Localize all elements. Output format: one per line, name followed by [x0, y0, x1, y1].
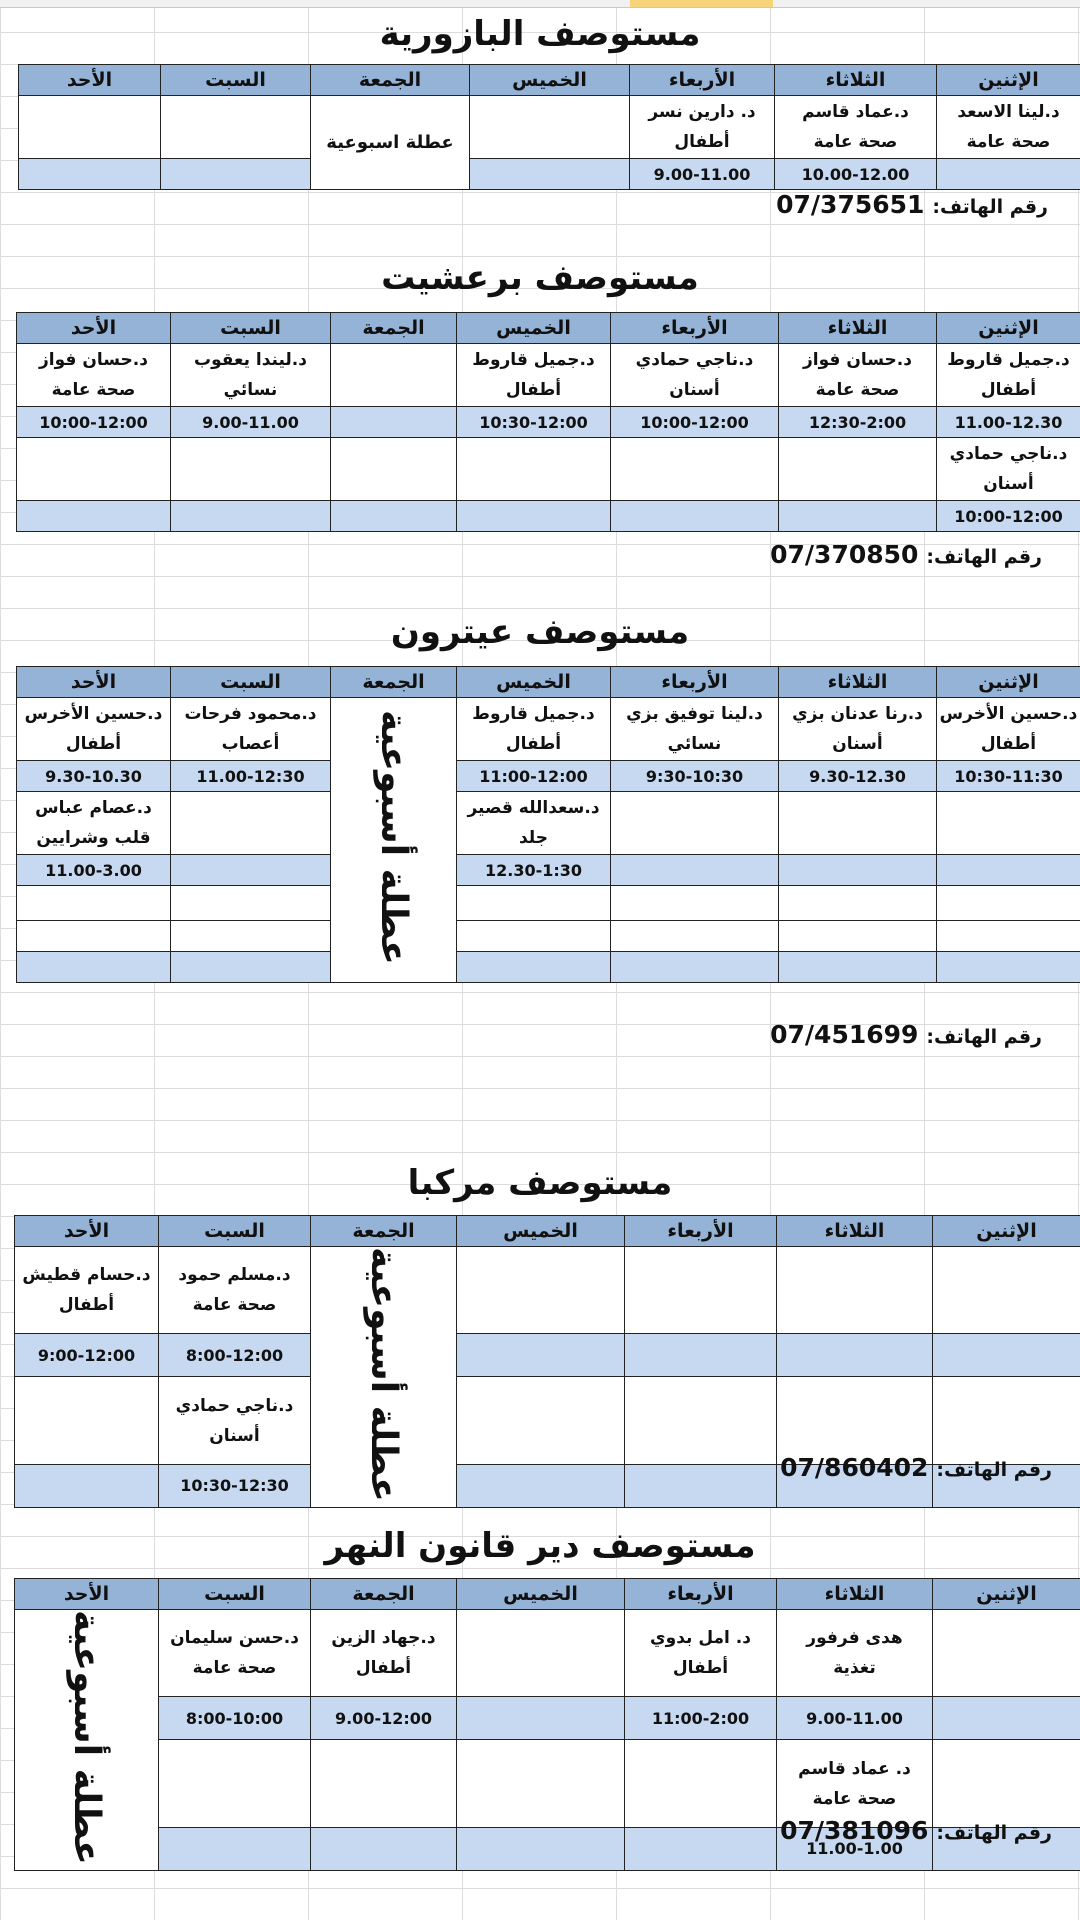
empty-time-cell: [17, 952, 171, 983]
empty-cell: [457, 1610, 625, 1697]
empty-cell: [161, 96, 311, 159]
empty-cell: [779, 438, 937, 501]
empty-cell: [625, 1247, 777, 1334]
day-wednesday: الأربعاء: [630, 65, 775, 96]
doctor-cell-saturday: [159, 1610, 311, 1697]
empty-cell: [625, 1740, 777, 1827]
clinic-title: مستوصف عيترون: [390, 612, 690, 652]
doctor-name: د.ليندا يعقوب: [194, 350, 307, 370]
time-cell: 9.00-12:00: [311, 1697, 457, 1740]
clinic-title: مستوصف دير قانون النهر: [324, 1526, 756, 1566]
phone-number: 07/375651: [776, 190, 925, 219]
doctor-specialty: أسنان: [832, 734, 883, 754]
doctor-cell-monday: [937, 96, 1080, 159]
time-cell: 9.00-11.00: [171, 407, 331, 438]
doctor-specialty: صحة عامة: [966, 132, 1051, 152]
doctor-name: د.حسان فواز: [39, 350, 148, 370]
doctor-specialty: صحة عامة: [192, 1295, 277, 1316]
doctor-cell-thursday: [457, 698, 611, 761]
doctor-name: د.حسين الأخرس: [24, 704, 163, 724]
empty-cell: [779, 921, 937, 952]
empty-time-cell: [171, 855, 331, 886]
time-cell: 9.30-12.30: [779, 761, 937, 792]
doctor-specialty: قلب وشرايين: [36, 828, 151, 848]
clinic-block-aitaroun: [0, 606, 1080, 1049]
empty-cell: [311, 1740, 457, 1827]
day-saturday: السبت: [159, 1216, 311, 1247]
time-cell: 11.00-1.00: [777, 1827, 933, 1870]
day-friday: الجمعة: [311, 1216, 457, 1247]
empty-cell: [937, 792, 1080, 855]
spacer-row: [17, 921, 1080, 952]
doctor-specialty: صحة عامة: [812, 1788, 897, 1809]
doctor-cell-monday: [937, 344, 1080, 407]
time-cell: 10:00-12:00: [17, 407, 171, 438]
time-cell: 9.00-11.00: [777, 1697, 933, 1740]
empty-cell: [937, 921, 1080, 952]
doctor-row: [15, 1247, 1080, 1334]
spreadsheet-header-strip: [0, 0, 1080, 8]
day-saturday: السبت: [171, 667, 331, 698]
empty-time-cell: [779, 855, 937, 886]
doctor-name: د.جميل قاروط: [947, 350, 1070, 370]
empty-cell: [331, 344, 457, 407]
weekly-holiday-cell: [311, 96, 470, 190]
clinic-title: مستوصف البازورية: [379, 14, 701, 54]
empty-cell: [17, 438, 171, 501]
doctor-name: هدى فرفور: [806, 1628, 903, 1649]
empty-time-cell: [625, 1334, 777, 1377]
empty-time-cell: [611, 501, 779, 532]
empty-cell: [17, 886, 171, 921]
empty-cell: [611, 921, 779, 952]
day-monday: الإثنين: [937, 65, 1080, 96]
empty-cell: [457, 1740, 625, 1827]
holiday-label: عطلة أسبوعية: [363, 1247, 404, 1502]
empty-cell: [933, 1377, 1080, 1464]
phone-line: [770, 1020, 1042, 1049]
empty-time-cell: [331, 501, 457, 532]
doctor-cell-sunday: [15, 1247, 159, 1334]
selected-column-indicator: [630, 0, 773, 7]
doctor-name: د.ناجي حمادي: [175, 1395, 294, 1416]
time-cell: 10:00-12:00: [611, 407, 779, 438]
doctor-cell-monday: [937, 698, 1080, 761]
doctor-specialty: تغذية: [833, 1658, 876, 1679]
doctor-specialty: أسنان: [669, 380, 720, 400]
doctor-name: د.عصام عباس: [35, 798, 152, 818]
empty-cell: [171, 792, 331, 855]
phone-label: رقم الهاتف:: [926, 1026, 1042, 1048]
doctor-specialty: نسائي: [667, 734, 722, 754]
doctor-name: د.مسلم حمود: [178, 1265, 291, 1286]
empty-cell: [779, 886, 937, 921]
time-row: [15, 1334, 1080, 1377]
day-saturday: السبت: [161, 65, 311, 96]
doctor-specialty: صحة عامة: [815, 380, 900, 400]
phone-line: [776, 190, 1048, 219]
doctor-specialty: أطفال: [505, 734, 562, 754]
doctor-name: د. دارين نسر: [648, 102, 756, 122]
doctor-row: [15, 1740, 1080, 1827]
doctor-cell-sunday: [17, 698, 171, 761]
empty-cell: [457, 438, 611, 501]
empty-time-cell: [331, 407, 457, 438]
doctor-row: [15, 1377, 1080, 1464]
empty-time-cell: [161, 159, 311, 190]
empty-time-cell: [611, 952, 779, 983]
doctor-cell-saturday: [159, 1247, 311, 1334]
doctor-name: د.ناجي حمادي: [949, 444, 1068, 464]
empty-cell: [779, 792, 937, 855]
empty-cell: [933, 1247, 1080, 1334]
doctor-cell-wednesday: [611, 698, 779, 761]
empty-cell: [19, 96, 161, 159]
phone-line: [780, 1453, 1052, 1482]
doctor-specialty: أطفال: [980, 734, 1037, 754]
empty-cell: [457, 1247, 625, 1334]
empty-time-cell: [457, 1827, 625, 1870]
doctor-specialty: أطفال: [355, 1658, 412, 1679]
day-friday: الجمعة: [331, 667, 457, 698]
empty-time-cell: [933, 1697, 1080, 1740]
days-header-row: [19, 65, 1080, 96]
time-row: [15, 1697, 1080, 1740]
doctor-cell-monday: [937, 438, 1080, 501]
empty-time-cell: [611, 855, 779, 886]
empty-cell: [331, 438, 457, 501]
empty-cell: [625, 1377, 777, 1464]
doctor-row: [17, 344, 1080, 407]
time-cell: 9.30-10.30: [17, 761, 171, 792]
time-cell: 10.00-12.00: [775, 159, 937, 190]
empty-cell: [171, 438, 331, 501]
holiday-label: عطلة اسبوعية: [326, 132, 454, 153]
day-friday: الجمعة: [331, 313, 457, 344]
phone-number: 07/381096: [780, 1816, 929, 1845]
doctor-specialty: جلد: [518, 828, 548, 848]
clinic-block-markaba: [0, 1157, 1080, 1502]
day-thursday: الخميس: [470, 65, 630, 96]
empty-time-cell: [937, 855, 1080, 886]
clinic-block-bazouriyeh: [0, 8, 1080, 219]
phone-line: [780, 1816, 1052, 1845]
empty-cell: [17, 921, 171, 952]
day-tuesday: الثلاثاء: [777, 1579, 933, 1610]
weekly-holiday-cell: [15, 1610, 159, 1871]
time-row: [17, 407, 1080, 438]
empty-time-cell: [777, 1334, 933, 1377]
empty-cell: [777, 1377, 933, 1464]
weekly-holiday-cell: [311, 1247, 457, 1508]
time-row: [17, 761, 1080, 792]
day-monday: الإثنين: [933, 1579, 1080, 1610]
doctor-name: د.جميل قاروط: [472, 704, 595, 724]
doctor-cell-thursday: [457, 792, 611, 855]
day-sunday: الأحد: [15, 1216, 159, 1247]
doctor-name: د.جميل قاروط: [472, 350, 595, 370]
doctor-name: د.محمود فرحات: [184, 704, 317, 724]
empty-cell: [159, 1740, 311, 1827]
doctor-row: [15, 1610, 1080, 1697]
time-cell: [937, 159, 1080, 190]
time-row: [17, 952, 1080, 983]
doctor-cell-tuesday: [779, 344, 937, 407]
phone-line: [770, 540, 1042, 569]
doctor-cell-sunday: [17, 792, 171, 855]
time-cell: 9.00-11.00: [630, 159, 775, 190]
doctor-cell-saturday: [171, 344, 331, 407]
time-cell: 9:00-12:00: [15, 1334, 159, 1377]
doctor-cell-thursday: [457, 344, 611, 407]
schedule-table: [18, 64, 1080, 190]
doctor-name: د.سعدالله قصير: [467, 798, 600, 818]
doctor-row: [19, 96, 1080, 159]
phone-number: 07/860402: [780, 1453, 929, 1482]
time-cell: 11.00-12:30: [171, 761, 331, 792]
time-row: [17, 855, 1080, 886]
days-header-row: [15, 1216, 1080, 1247]
day-thursday: الخميس: [457, 313, 611, 344]
clinic-title: مستوصف مركبا: [407, 1163, 673, 1203]
day-thursday: الخميس: [457, 667, 611, 698]
day-thursday: الخميس: [457, 1579, 625, 1610]
time-cell: 11:00-12:00: [457, 761, 611, 792]
empty-cell: [777, 1247, 933, 1334]
empty-time-cell: [311, 1827, 457, 1870]
time-cell: 12:30-2:00: [779, 407, 937, 438]
phone-label: رقم الهاتف:: [936, 1459, 1052, 1481]
doctor-name: د.حسان فواز: [803, 350, 912, 370]
time-cell: 8:00-10:00: [159, 1697, 311, 1740]
empty-time-cell: [457, 1464, 625, 1507]
doctor-specialty: أسنان: [983, 474, 1034, 494]
doctor-row: [17, 438, 1080, 501]
time-cell: 10:30-11:30: [937, 761, 1080, 792]
schedule-table: [16, 312, 1080, 532]
day-friday: الجمعة: [311, 1579, 457, 1610]
doctor-cell-friday: [311, 1610, 457, 1697]
doctor-cell-wednesday: [630, 96, 775, 159]
holiday-label: عطلة أسبوعية: [373, 710, 414, 965]
day-wednesday: الأربعاء: [611, 667, 779, 698]
doctor-name: د. امل بدوي: [650, 1628, 751, 1649]
time-cell: 9:30-10:30: [611, 761, 779, 792]
day-sunday: الأحد: [19, 65, 161, 96]
phone-label: رقم الهاتف:: [926, 546, 1042, 568]
doctor-cell-tuesday: [779, 698, 937, 761]
day-tuesday: الثلاثاء: [777, 1216, 933, 1247]
doctor-specialty: أعصاب: [221, 734, 280, 754]
holiday-label: عطلة أسبوعية: [66, 1610, 107, 1865]
days-header-row: [17, 313, 1080, 344]
day-sunday: الأحد: [17, 313, 171, 344]
day-wednesday: الأربعاء: [625, 1579, 777, 1610]
doctor-cell-sunday: [17, 344, 171, 407]
doctor-row: [17, 886, 1080, 921]
empty-time-cell: [457, 1334, 625, 1377]
day-wednesday: الأربعاء: [611, 313, 779, 344]
doctor-specialty: صحة عامة: [192, 1658, 277, 1679]
time-cell: 10:00-12:00: [937, 501, 1080, 532]
doctor-name: د.جهاد الزين: [331, 1628, 436, 1649]
empty-cell: [457, 921, 611, 952]
doctor-name: د.لينا الاسعد: [957, 102, 1060, 122]
days-header-row: [17, 667, 1080, 698]
time-cell: 12.30-1:30: [457, 855, 611, 886]
doctor-name: د.رنا عدنان بزي: [792, 704, 923, 724]
doctor-specialty: صحة عامة: [813, 132, 898, 152]
day-tuesday: الثلاثاء: [779, 667, 937, 698]
empty-time-cell: [19, 159, 161, 190]
day-saturday: السبت: [159, 1579, 311, 1610]
day-saturday: السبت: [171, 313, 331, 344]
doctor-specialty: أسنان: [209, 1425, 260, 1446]
time-cell: 11:00-2:00: [625, 1697, 777, 1740]
empty-cell: [611, 886, 779, 921]
doctor-specialty: نسائي: [223, 380, 278, 400]
empty-time-cell: [171, 952, 331, 983]
phone-label: رقم الهاتف:: [932, 196, 1048, 218]
time-cell: 10:30-12:00: [457, 407, 611, 438]
days-header-row: [15, 1579, 1080, 1610]
day-friday: الجمعة: [311, 65, 470, 96]
empty-cell: [457, 886, 611, 921]
empty-cell: [933, 1740, 1080, 1827]
doctor-cell-tuesday: [777, 1740, 933, 1827]
doctor-cell-wednesday: [611, 344, 779, 407]
doctor-specialty: أطفال: [672, 1658, 729, 1679]
day-monday: الإثنين: [937, 313, 1080, 344]
doctor-row: [17, 698, 1080, 761]
doctor-specialty: أطفال: [980, 380, 1037, 400]
time-cell: 11.00-12.30: [937, 407, 1080, 438]
empty-cell: [470, 96, 630, 159]
schedule-table: [16, 666, 1080, 983]
empty-time-cell: [457, 1697, 625, 1740]
time-cell: 11.00-3.00: [17, 855, 171, 886]
clinic-block-deir-qanoun-al-nahr: [0, 1520, 1080, 1865]
doctor-name: د. عماد قاسم: [798, 1758, 911, 1779]
doctor-name: د.عماد قاسم: [802, 102, 909, 122]
empty-cell: [933, 1610, 1080, 1697]
phone-number: 07/451699: [770, 1020, 919, 1049]
doctor-name: د.حسام قطيش: [22, 1265, 151, 1286]
empty-cell: [611, 438, 779, 501]
doctor-row: [17, 792, 1080, 855]
doctor-specialty: صحة عامة: [51, 380, 136, 400]
empty-cell: [171, 921, 331, 952]
time-cell: 10:30-12:30: [159, 1464, 311, 1507]
doctor-cell-tuesday: [775, 96, 937, 159]
empty-time-cell: [937, 952, 1080, 983]
doctor-cell-saturday: [159, 1377, 311, 1464]
phone-number: 07/370850: [770, 540, 919, 569]
empty-time-cell: [470, 159, 630, 190]
clinic-title: مستوصف برعشيت: [381, 258, 699, 298]
doctor-cell-saturday: [171, 698, 331, 761]
day-sunday: الأحد: [17, 667, 171, 698]
empty-time-cell: [457, 952, 611, 983]
time-row: [19, 159, 1080, 190]
phone-label: رقم الهاتف:: [936, 1822, 1052, 1844]
day-monday: الإثنين: [937, 667, 1080, 698]
day-monday: الإثنين: [933, 1216, 1080, 1247]
empty-time-cell: [933, 1334, 1080, 1377]
doctor-name: د.حسين الأخرس: [939, 704, 1078, 724]
empty-time-cell: [171, 501, 331, 532]
time-cell: 8:00-12:00: [159, 1334, 311, 1377]
empty-time-cell: [779, 952, 937, 983]
empty-time-cell: [457, 501, 611, 532]
empty-cell: [611, 792, 779, 855]
doctor-name: د.ناجي حمادي: [635, 350, 754, 370]
clinic-block-baraachit: [0, 252, 1080, 569]
day-tuesday: الثلاثاء: [779, 313, 937, 344]
weekly-holiday-cell: [331, 698, 457, 983]
doctor-specialty: أطفال: [58, 1295, 115, 1316]
day-tuesday: الثلاثاء: [775, 65, 937, 96]
day-thursday: الخميس: [457, 1216, 625, 1247]
empty-time-cell: [17, 501, 171, 532]
empty-cell: [937, 886, 1080, 921]
doctor-specialty: أطفال: [65, 734, 122, 754]
day-wednesday: الأربعاء: [625, 1216, 777, 1247]
empty-cell: [171, 886, 331, 921]
empty-time-cell: [625, 1827, 777, 1870]
doctor-name: د.حسن سليمان: [170, 1628, 299, 1649]
empty-time-cell: [15, 1464, 159, 1507]
empty-time-cell: [159, 1827, 311, 1870]
doctor-cell-wednesday: [625, 1610, 777, 1697]
time-row: [17, 501, 1080, 532]
empty-cell: [457, 1377, 625, 1464]
doctor-name: د.لينا توفيق بزي: [626, 704, 763, 724]
empty-cell: [15, 1377, 159, 1464]
empty-time-cell: [625, 1464, 777, 1507]
doctor-specialty: أطفال: [674, 132, 730, 152]
day-sunday: الأحد: [15, 1579, 159, 1610]
doctor-specialty: أطفال: [505, 380, 562, 400]
empty-time-cell: [779, 501, 937, 532]
doctor-cell-tuesday: [777, 1610, 933, 1697]
